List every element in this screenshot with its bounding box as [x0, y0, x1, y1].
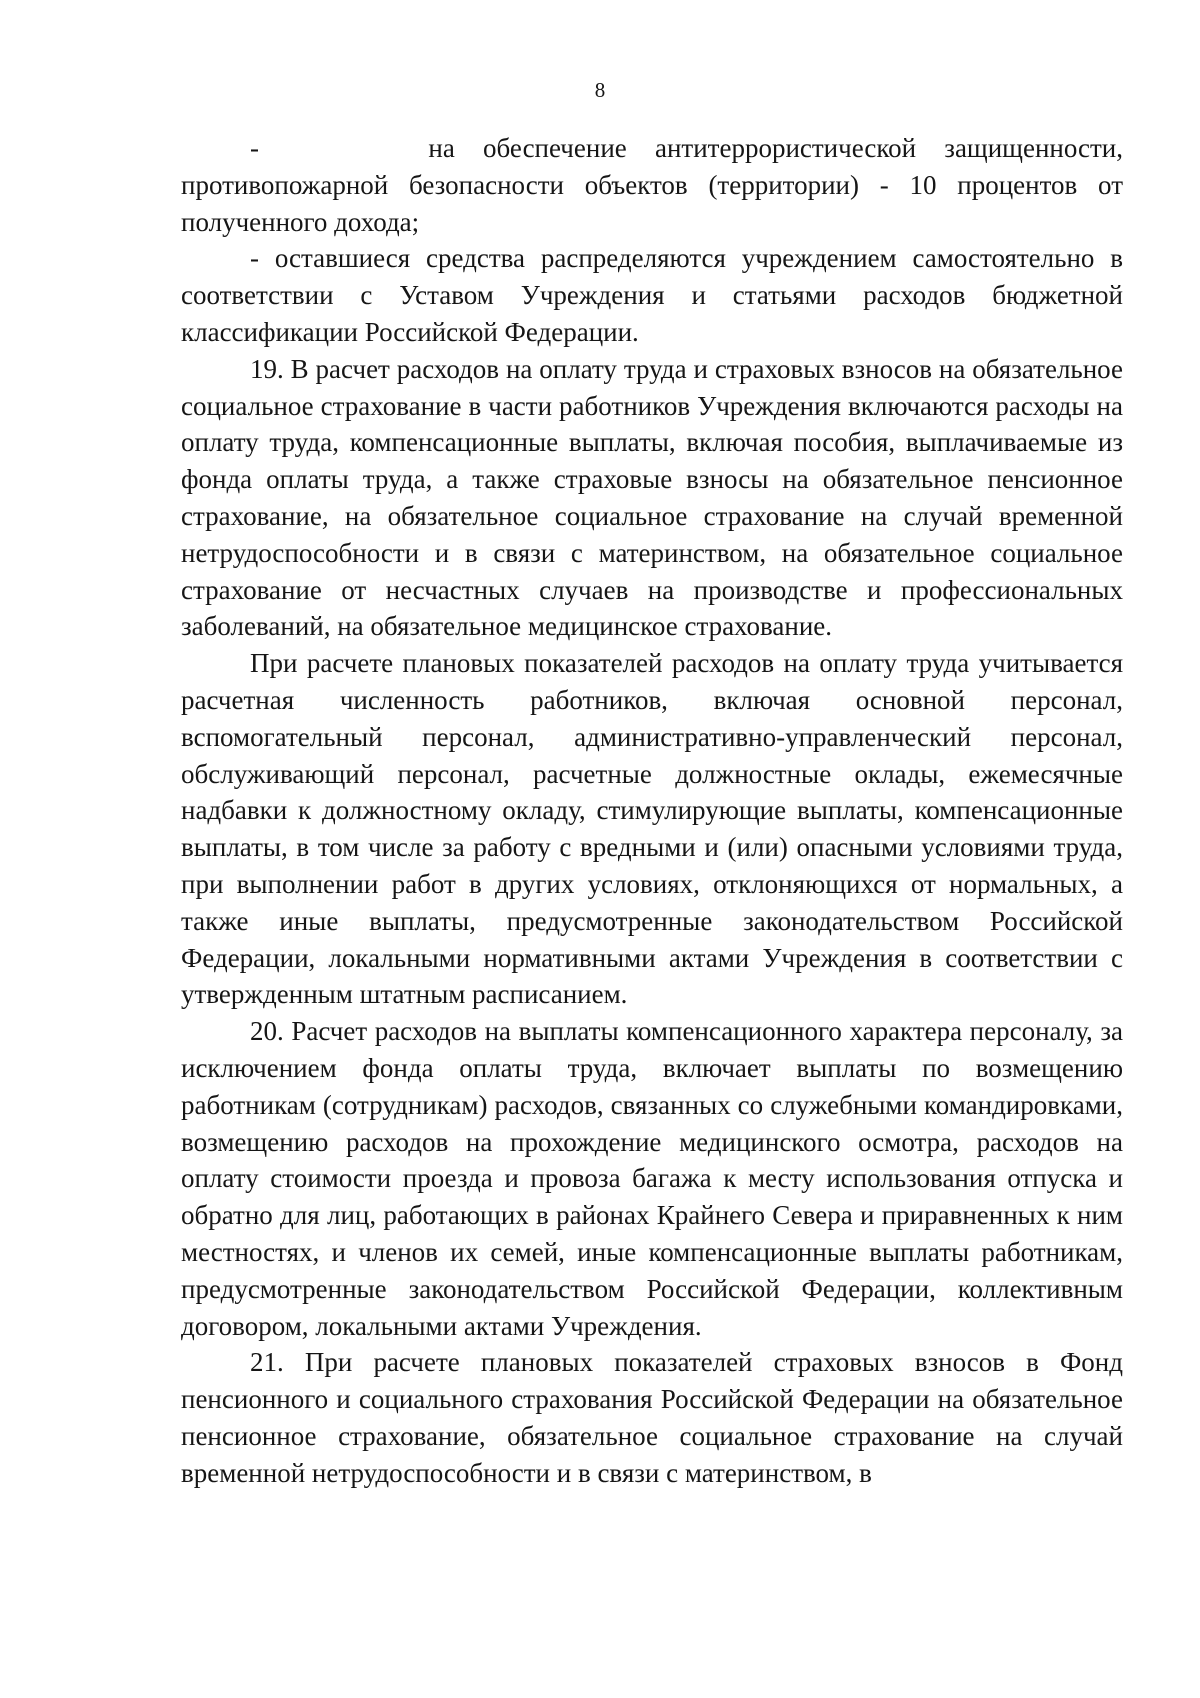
- paragraph-security-deductions: - на обеспечение антитеррористической защищенности, противопожарной безопасности объектов (территории) - 10 процентов от полученного дохода;: [181, 133, 1123, 237]
- paragraph-remaining-funds: - оставшиеся средства распределяются учреждением самостоятельно в соответствии с Уставом Учреждения и статьями расходов бюджетной классификации Российской Федерации.: [181, 243, 1123, 347]
- document-body: [181, 130, 1123, 1491]
- page-number: 8: [594, 78, 606, 102]
- paragraph-item-19: 19. В расчет расходов на оплату труда и страховых взносов на обязательное социальное страхование в части работников Учреждения включаются расходы на оплату труда, компенсационные выплаты, включая пособия, выплачиваемые из фонда оплаты труда, а также страховые взносы на обязательное пенсионное страхование, на обязательное социальное страхование на случай временной нетрудоспособности и в связи с материнством, на обязательное социальное страхование от несчастных случаев на производстве и профессиональных заболеваний, на обязательное медицинское страхование.: [181, 353, 1123, 642]
- paragraph-item-20: 20. Расчет расходов на выплаты компенсационного характера персоналу, за исключением фонда оплаты труда, включает выплаты по возмещению работникам (сотрудникам) расходов, связанных со служебными командировками, возмещению расходов на прохождение медицинского осмотра, расходов на оплату стоимости проезда и провоза багажа к месту использования отпуска и обратно для лиц, работающих в районах Крайнего Севера и приравненных к ним местностях, и членов их семей, иные компенсационные выплаты работникам, предусмотренные законодательством Российской Федерации, коллективным договором, локальными актами Учреждения.: [181, 1016, 1123, 1341]
- paragraph-item-21: 21. При расчете плановых показателей страховых взносов в Фонд пенсионного и социального страхования Российской Федерации на обязательное пенсионное страхование, обязательное социальное страхование на случай временной нетрудоспособности и в связи с материнством, в: [181, 1347, 1123, 1488]
- paragraph-payroll-planning: При расчете плановых показателей расходов на оплату труда учитывается расчетная численность работников, включая основной персонал, вспомогательный персонал, административно-управленческий персонал, обслуживающий персонал, расчетные должностные оклады, ежемесячные надбавки к должностному окладу, стимулирующие выплаты, компенсационные выплаты, в том числе за работу с вредными и (или) опасными условиями труда, при выполнении работ в других условиях, отклоняющихся от нормальных, а также иные выплаты, предусмотренные законодательством Российской Федерации, локальными нормативными актами Учреждения в соответствии с утвержденным штатным расписанием.: [181, 648, 1123, 1010]
